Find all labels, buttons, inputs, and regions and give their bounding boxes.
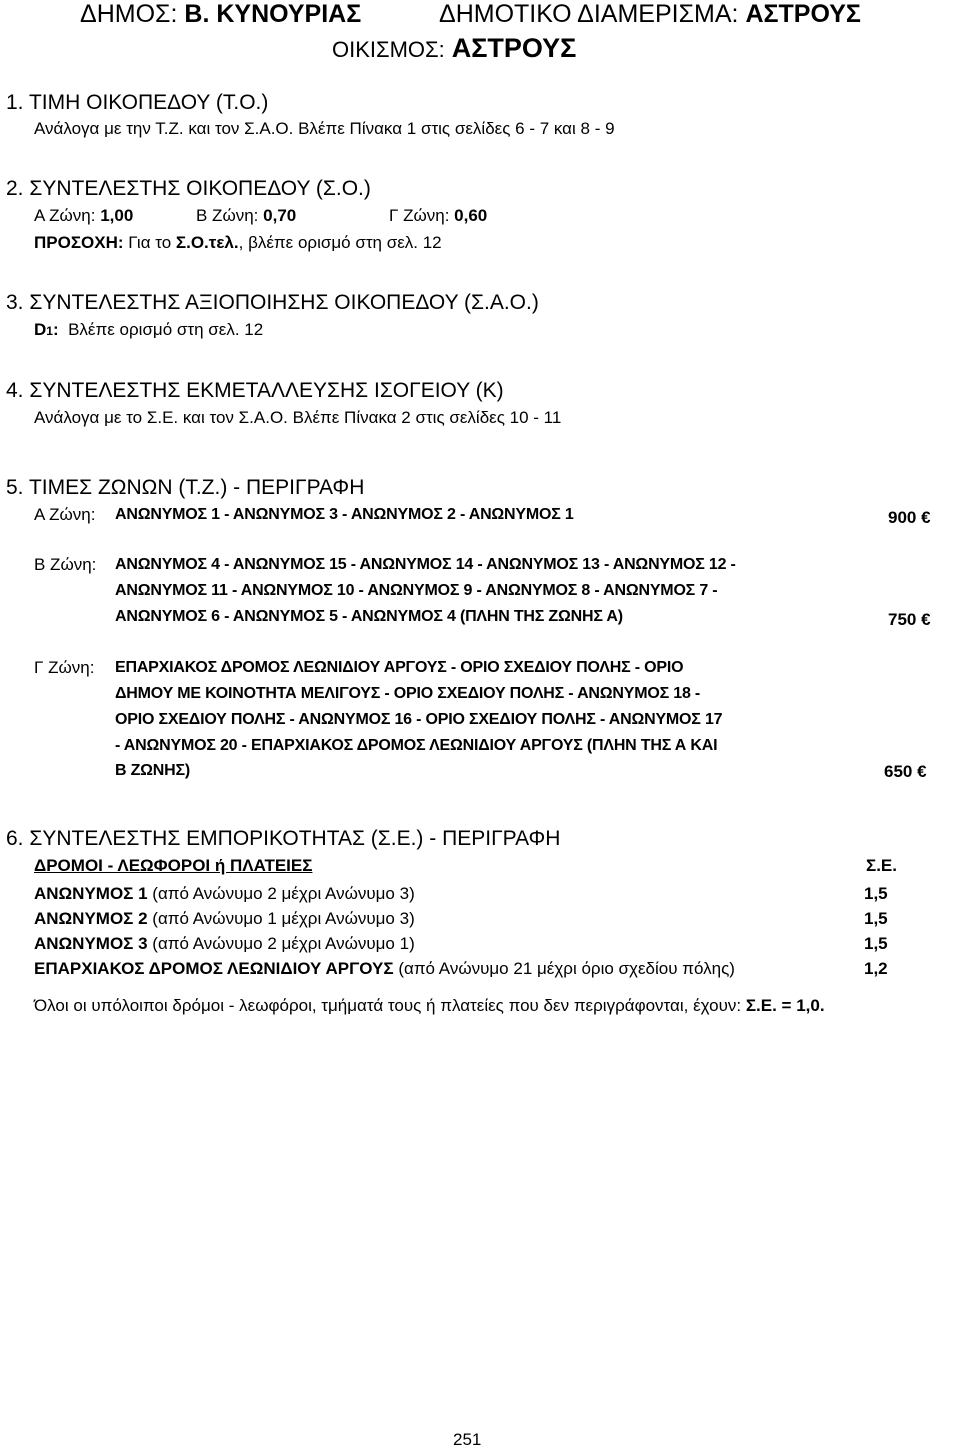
zone-c-price-value: 650 [884,762,913,781]
road-desc: (από Ανώνυμο 21 μέχρι όριο σχεδίου πόλης) [393,959,735,978]
zone-b-line-3: ΑΝΩΝΥΜΟΣ 6 - ΑΝΩΝΥΜΟΣ 5 - ΑΝΩΝΥΜΟΣ 4 (ΠΛΗΝ ΤΗΣ ΖΩΝΗΣ Α) [115,608,623,625]
footer-bold: Σ.Ε. = 1,0. [745,996,825,1015]
section-1-text: Ανάλογα με την Τ.Ζ. και τον Σ.Α.Ο. Βλέπε Πίνακα 1 στις σελίδες 6 - 7 και 8 - 9 [34,119,615,138]
note-text-1: Για το [128,233,172,252]
header-oikismos [332,33,576,64]
section-2-note [34,233,442,253]
section-4-text: Ανάλογα με το Σ.Ε. και τον Σ.Α.Ο. Βλέπε Πίνακα 2 στις σελίδες 10 - 11 [34,408,562,427]
zone-a-price [888,508,931,528]
page-number: 251 [453,1430,482,1449]
table-row [34,959,894,983]
road-desc: (από Ανώνυμο 2 μέχρι Ανώνυμο 1) [147,934,415,953]
d-colon: : [52,320,59,339]
section-6-footer [34,996,825,1016]
road-desc: (από Ανώνυμο 1 μέχρι Ανώνυμο 3) [147,909,415,928]
zone-c-coef-value: 0,60 [454,206,488,225]
zone-a-coef-label: Α Ζώνη: [34,206,96,225]
d-label: D [34,320,47,339]
note-bold: Σ.Ο.τελ. [175,233,239,252]
zone-c-line-1: ΕΠΑΡΧΙΑΚΟΣ ΔΡΟΜΟΣ ΛΕΩΝΙΔΙΟΥ ΑΡΓΟΥΣ - ΟΡΙΟ ΣΧΕΔΙΟΥ ΠΟΛΗΣ - ΟΡΙΟ [115,659,684,676]
note-label: ΠΡΟΣΟΧΗ: [34,233,124,252]
zone-b-line-1: ΑΝΩΝΥΜΟΣ 4 - ΑΝΩΝΥΜΟΣ 15 - ΑΝΩΝΥΜΟΣ 14 - ΑΝΩΝΥΜΟΣ 13 - ΑΝΩΝΥΜΟΣ 12 - [115,556,736,573]
euro-icon: € [921,508,931,527]
zone-b-price [888,610,931,630]
zone-a-line-1: ΑΝΩΝΥΜΟΣ 1 - ΑΝΩΝΥΜΟΣ 3 - ΑΝΩΝΥΜΟΣ 2 - ΑΝΩΝΥΜΟΣ 1 [115,506,574,523]
zone-b-coef-label: Β Ζώνη: [196,206,259,225]
dimos-label: ΔΗΜΟΣ: [80,0,178,28]
road-se-value: 1,5 [864,909,888,928]
dimos-value: Β. ΚΥΝΟΥΡΙΑΣ [184,0,362,28]
oikismos-label: ΟΙΚΙΣΜΟΣ: [332,37,445,62]
euro-icon: € [921,610,931,629]
diamerisma-value: ΑΣΤΡΟΥΣ [745,0,861,28]
zone-c-line-5: Β ΖΩΝΗΣ) [115,762,191,779]
header-dimos [80,0,361,29]
note-text-2: , βλέπε ορισμό στη σελ. 12 [238,233,442,252]
section-5-title: 5. ΤΙΜΕΣ ΖΩΝΩΝ (Τ.Ζ.) - ΠΕΡΙΓΡΑΦΗ [6,476,365,499]
zone-c-coef [389,206,487,226]
diamerisma-label: ΔΗΜΟΤΙΚΟ ΔΙΑΜΕΡΙΣΜΑ: [439,0,739,28]
road-name: ΑΝΩΝΥΜΟΣ 1 [34,884,148,903]
zone-c-price [884,762,927,782]
col-road-header: ΔΡΟΜΟΙ - ΛΕΩΦΟΡΟΙ ή ΠΛΑΤΕΙΕΣ [34,856,313,875]
table-row [34,884,894,908]
road-se-value: 1,5 [864,884,888,903]
road-name: ΕΠΑΡΧΙΑΚΟΣ ΔΡΟΜΟΣ ΛΕΩΝΙΔΙΟΥ ΑΡΓΟΥΣ [34,959,394,978]
section-3-title: 3. ΣΥΝΤΕΛΕΣΤΗΣ ΑΞΙΟΠΟΙΗΣΗΣ ΟΙΚΟΠΕΔΟΥ (Σ.Α.Ο.) [6,291,539,314]
header-diamerisma [439,0,861,29]
d-text: Βλέπε ορισμό στη σελ. 12 [68,320,264,339]
zone-c-line-2: ΔΗΜΟΥ ΜΕ ΚΟΙΝΟΤΗΤΑ ΜΕΛΙΓΟΥΣ - ΟΡΙΟ ΣΧΕΔΙΟΥ ΠΟΛΗΣ - ΑΝΩΝΥΜΟΣ 18 - [115,685,701,702]
section-4-title: 4. ΣΥΝΤΕΛΕΣΤΗΣ ΕΚΜΕΤΑΛΛΕΥΣΗΣ ΙΣΟΓΕΙΟΥ (Κ) [6,379,504,402]
zone-a-coef-value: 1,00 [100,206,134,225]
zone-b-coef-value: 0,70 [263,206,297,225]
zone-b-line-2: ΑΝΩΝΥΜΟΣ 11 - ΑΝΩΝΥΜΟΣ 10 - ΑΝΩΝΥΜΟΣ 9 - ΑΝΩΝΥΜΟΣ 8 - ΑΝΩΝΥΜΟΣ 7 - [115,582,718,599]
road-se-value: 1,2 [864,959,888,978]
zone-c-coef-label: Γ Ζώνη: [389,206,450,225]
section-1-title: 1. ΤΙΜΗ ΟΙΚΟΠΕΔΟΥ (Τ.Ο.) [6,91,269,114]
zone-c-label: Γ Ζώνη: [34,658,95,677]
col-se-header: Σ.Ε. [866,856,897,875]
table-row [34,909,894,933]
road-se-value: 1,5 [864,934,888,953]
section-6-title: 6. ΣΥΝΤΕΛΕΣΤΗΣ ΕΜΠΟΡΙΚΟΤΗΤΑΣ (Σ.Ε.) - ΠΕΡΙΓΡΑΦΗ [6,827,561,850]
d-sub: 1 [46,324,53,338]
zone-a-label: Α Ζώνη: [34,505,96,524]
zone-b-coef [196,206,296,226]
table-row [34,934,894,958]
section-3-text [34,320,263,340]
zone-b-price-value: 750 [888,610,917,629]
se-table-header [34,856,897,880]
section-2-title: 2. ΣΥΝΤΕΛΕΣΤΗΣ ΟΙΚΟΠΕΔΟΥ (Σ.Ο.) [6,177,371,200]
zone-b-label: Β Ζώνη: [34,555,97,574]
road-name: ΑΝΩΝΥΜΟΣ 2 [34,909,148,928]
zone-a-price-value: 900 [888,508,917,527]
zone-c-line-3: ΟΡΙΟ ΣΧΕΔΙΟΥ ΠΟΛΗΣ - ΑΝΩΝΥΜΟΣ 16 - ΟΡΙΟ ΣΧΕΔΙΟΥ ΠΟΛΗΣ - ΑΝΩΝΥΜΟΣ 17 [115,711,723,728]
road-desc: (από Ανώνυμο 2 μέχρι Ανώνυμο 3) [147,884,415,903]
zone-c-line-4: - ΑΝΩΝΥΜΟΣ 20 - ΕΠΑΡΧΙΑΚΟΣ ΔΡΟΜΟΣ ΛΕΩΝΙΔΙΟΥ ΑΡΓΟΥΣ (ΠΛΗΝ ΤΗΣ Α ΚΑΙ [115,737,718,754]
road-name: ΑΝΩΝΥΜΟΣ 3 [34,934,148,953]
footer-text: Όλοι οι υπόλοιποι δρόμοι - λεωφόροι, τμήματά τους ή πλατείες που δεν περιγράφονται, έχουν: [34,996,746,1015]
zone-a-coef [34,206,133,226]
oikismos-value: ΑΣΤΡΟΥΣ [451,33,577,63]
euro-icon: € [917,762,927,781]
